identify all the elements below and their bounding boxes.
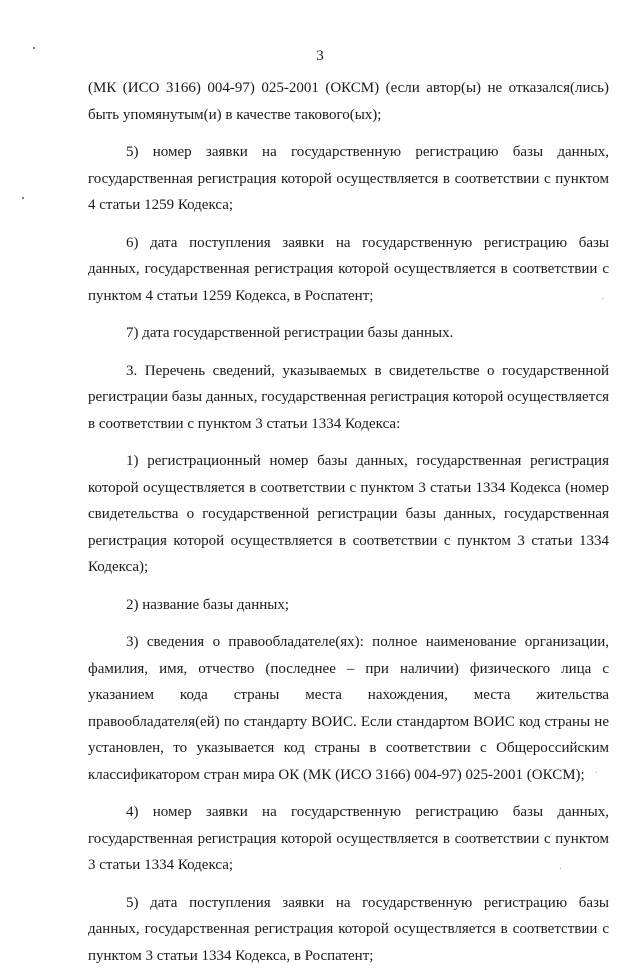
paragraph-item-6: 6) дата поступления заявки на государственную регистрацию базы данных, государственная регистрация которой осуществляется в соответствии с пунктом 4 статьи 1259 Кодекса, в Роспатент; — [88, 230, 609, 310]
paragraph-item-5: 5) номер заявки на государственную регистрацию базы данных, государственная регистрация которой осуществляется в соответствии с пунктом 4 статьи 1259 Кодекса; — [88, 139, 609, 219]
paragraph-item-4: 4) номер заявки на государственную регистрацию базы данных, государственная регистрация которой осуществляется в соответствии с пунктом 3 статьи 1334 Кодекса; — [88, 799, 609, 879]
scan-speck — [22, 197, 24, 199]
paragraph-item-5b: 5) дата поступления заявки на государственную регистрацию базы данных, государственная регистрация которой осуществляется в соответствии с пунктом 3 статьи 1334 Кодекса, в Роспатент; — [88, 890, 609, 969]
paragraph-item-3: 3) сведения о правообладателе(ях): полное наименование организации, фамилия, имя, отчество (последнее – при наличии) физического лица с указанием кода страны места нахождения, места жительства правообладателя(ей) по стандарту ВОИС. Если стандартом ВОИС код страны не установлен, то указывается код страны в соответствии с Общероссийским классификатором стран мира ОК (МК (ИСО 3166) 004-97) 025-2001 (ОКСМ); — [88, 629, 609, 788]
paragraph-continuation: (МК (ИСО 3166) 004-97) 025-2001 (ОКСМ) (если автор(ы) не отказался(лись) быть упомянутым(и) в качестве такового(ых); — [88, 75, 609, 128]
paragraph-item-2: 2) название базы данных; — [88, 592, 609, 619]
paragraph-item-7: 7) дата государственной регистрации базы данных. — [88, 320, 609, 347]
paragraph-item-1: 1) регистрационный номер базы данных, государственная регистрация которой осуществляется в соответствии с пунктом 3 статьи 1334 Кодекса (номер свидетельства о государственной регистрации базы данных, государственная регистрация которой осуществляется в соответствии с пунктом 3 статьи 1334 Кодекса); — [88, 448, 609, 581]
page-number: 3 — [0, 47, 640, 65]
document-body — [88, 75, 609, 969]
section-3-heading: 3. Перечень сведений, указываемых в свидетельстве о государственной регистрации базы данных, государственная регистрация которой осуществляется в соответствии с пунктом 3 статьи 1334 Кодекса: — [88, 358, 609, 438]
